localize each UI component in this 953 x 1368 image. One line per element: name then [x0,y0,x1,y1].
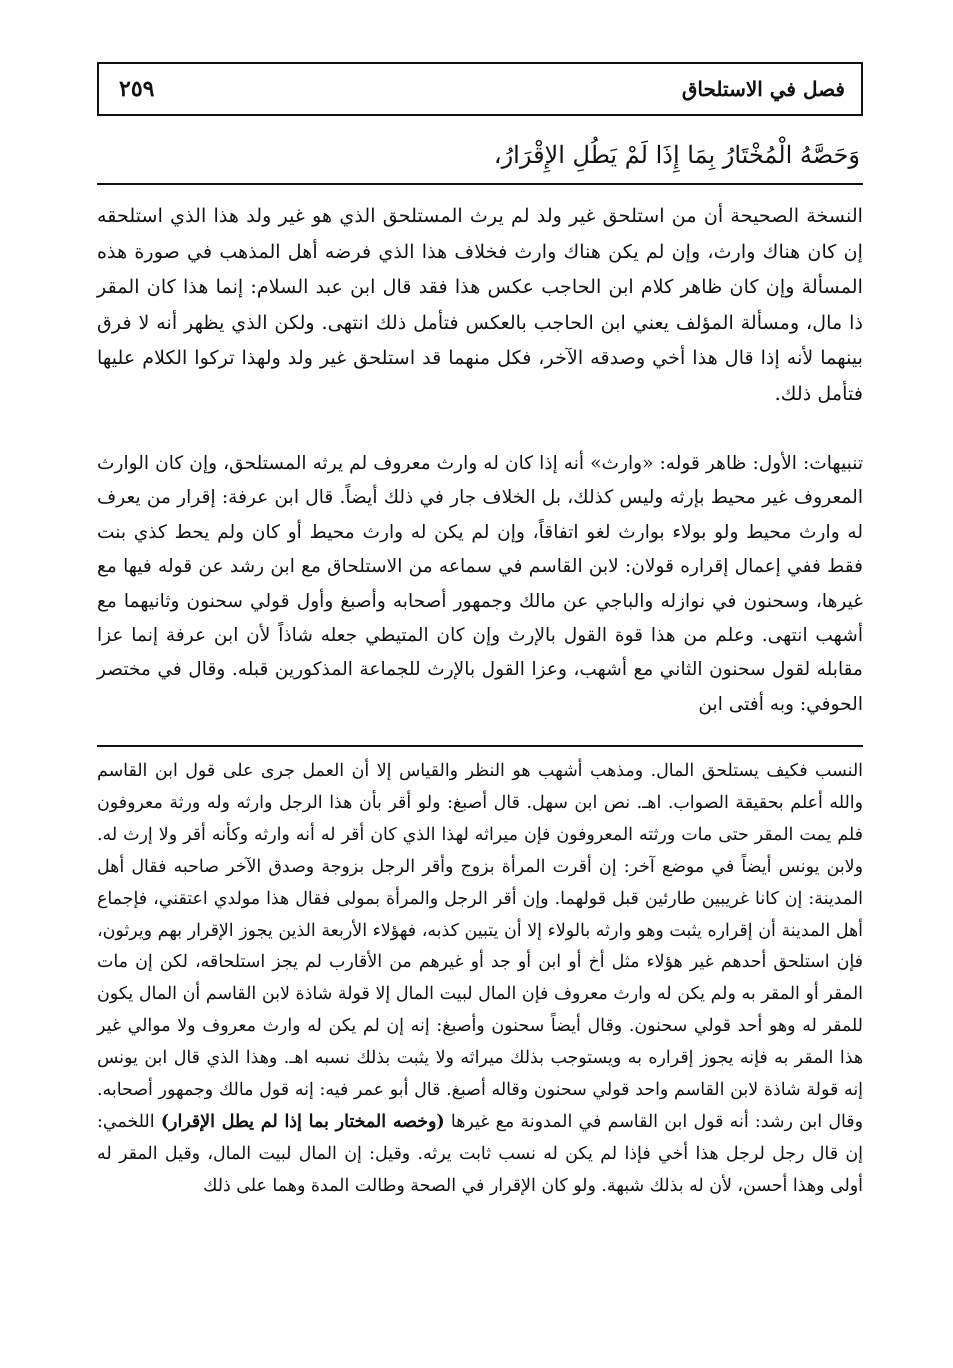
paragraph-text: النسخة الصحيحة أن من استلحق غير ولد لم يرث المستلحق الذي هو غير ولد هذا الذي استلحقه إن كان هناك وارث، وإن لم يكن هناك وارث فخلاف هذا الذي فرضه أهل المذهب في صورة هذه المسألة وإن كان ظاهر كلام ابن الحاجب عكس هذا فقد قال ابن عبد السلام: إنما هذا كان المقر ذا مال، ومسألة المؤلف يعني ابن الحاجب بالعكس فتأمل ذلك انتهى. ولكن الذي يظهر أنه لا فرق بينهما لأنه إذا قال هذا أخي وصدقه الآخر، فكل منهما قد استلحق غير ولد ولهذا تركوا الكلام عليها فتأمل ذلك. [97,204,863,405]
page-header [97,62,863,116]
page-number: ٢٥٩ [119,76,155,102]
running-title: فصل في الاستلحاق [681,77,845,101]
commentary-paragraph-2 [97,447,863,722]
paragraph-text: تنبيهات: الأول: ظاهر قوله: «وارث» أنه إذا كان له وارث معروف لم يرثه المستلحق، وإن كان الوارث المعروف غير محيط بإرثه وليس كذلك، بل الخلاف جار في ذلك أيضاً. قال ابن عرفة: إقرار من يعرف له وارث محيط ولو بولاء بوارث لغو اتفاقاً، وإن لم يكن له وارث محيط أو كان ولم يحط كذي بنت فقط ففي إعمال إقراره قولان: لابن القاسم في سماعه من الاستلحاق مع ابن رشد عن قوله فيها مع غيرها، وسحنون في نوازله والباجي عن مالك وجمهور أصحابه وأصبغ وأول قولي سحنون وثانيهما مع أشهب انتهى. وعلم من هذا قوة القول بالإرث وإن كان المتيطي جعله شاذاً لأن ابن عرفة إنما عزا مقابله لقول سحنون الثاني مع أشهب، وعزا القول بالإرث للجماعة المذكورين قبله. وقال في مختصر الحوفي: وبه أفتى ابن [97,453,863,715]
footnote-text-part-2: اللخمي: إن قال رجل لرجل هذا أخي فإذا لم يكن له نسب ثابت يرثه. وقيل: إن المال لبيت المال، وقيل المقر له أولى وهذا أحسن، لأن له بذلك شبهة. ولو كان الإقرار في الصحة وطالت المدة وهما على ذلك [97,1111,863,1196]
commentary-paragraph-1 [97,198,863,411]
footnote-text-part-1: النسب فكيف يستلحق المال. ومذهب أشهب هو النظر والقياس إلا أن العمل جرى على قول ابن القاسم والله أعلم بحقيقة الصواب. اهـ. نص ابن سهل. قال أصبغ: ولو أقر بأن هذا الرجل وارثه وله ورثة معروفون فلم يمت المقر حتى مات ورثته المعروفون فإن ميراثه لهذا الذي كان أقر له أنه وارثه وكأنه أقر ولا إرث له. ولابن يونس أيضاً في موضع آخر: إن أقرت المرأة بزوج وأقر الرجل بزوجة وصدق الآخر صاحبه فقال أهل المدينة: إن كانا غريبين طارئين قبل قولهما. وإن أقر الرجل والمرأة بمولى فقال هذا مولدي اعتقني، فإجماع أهل المدينة أن إقراره يثبت وهو وارثه بالولاء إلا أن يتبين كذبه، فهؤلاء الأربعة الذين يجوز الإقرار بهم ويرثون، فإن استلحق أحدهم غير هؤلاء مثل أخ أو ابن أو جد أو غيرهم من الأقارب لم يجز استلحاقه، لكن إن مات المقر أو المقر به ولم يكن له وارث معروف فإن المال لبيت المال إلا قولة شاذة لابن القاسم أن المال يكون للمقر له وهو أحد قولي سحنون. وقال أيضاً سحنون وأصبغ: إنه إن لم يكن له وارث معروف ولا موالي غير هذا المقر به فإنه يجوز إقراره به ويستوجب بذلك ميراثه ولا يثبت بذلك نسبه اهـ. وهذا الذي قال ابن يونس إنه قولة شاذة لابن القاسم واحد قولي سحنون وقاله أصبغ. قال أبو عمر فيه: إنه قول مالك وجمهور أصحابه. وقال ابن رشد: أنه قول ابن القاسم في المدونة مع غيرها [97,761,863,1132]
matn-text: وَحَصَّهُ الْمُخْتَارُ بِمَا إِذَا لَمْ يَطُلِ الإِقْرَارُ، [493,141,860,169]
footnote-divider [97,745,863,747]
footnote-text [97,756,863,1203]
footnote-block [97,756,863,1203]
divider-line [97,183,863,185]
bold-quote: (وخصه المختار بما إذا لم يطل الإقرار) [160,1111,445,1132]
